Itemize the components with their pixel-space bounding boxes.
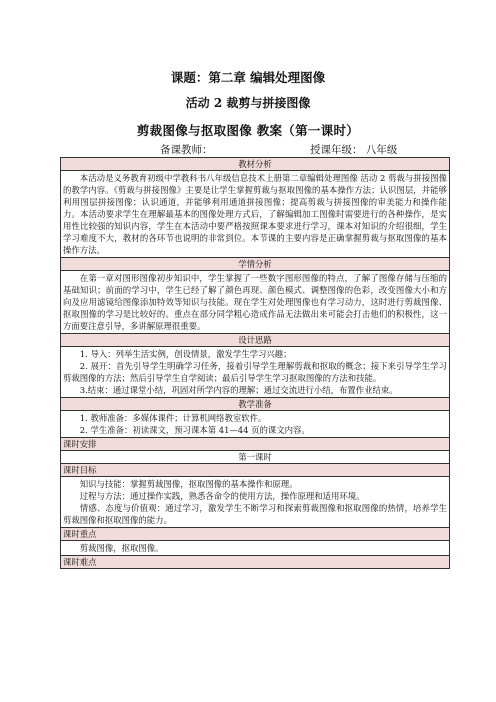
- lesson-plan-table: [60, 157, 450, 569]
- student-analysis-text: 在第一章对图形图像初步知识中，学生掌握了一些数字图形图像的特点，了解了图像存储与压缩的基础知识；前面的学习中，学生已经了解了颜色再现、颜色模式、调整图像的色彩，改变图像大小和方向及应用滤镜给图像添加特效等知识与技能。现在学生对处理图像也有学习动力，这时进行剪裁图像、抠取图像的学习是比较好的。重点在部分同学粗心造成作品无法做出来可能会打击他们的积极性，这一方面要注意引导，多讲解原理很重要。: [63, 273, 447, 331]
- prep-body: [61, 411, 449, 438]
- design-item: 3.结束：通过课堂小结，巩固对所学内容的理解；通过交流进行小结，布置作业结束。: [79, 385, 398, 395]
- material-analysis-body: [61, 171, 449, 258]
- material-analysis-text: 本活动是义务教育初级中学教科书八年级信息技术上册第二章编辑处理图像 活动 2 剪裁与拼接图像的教学内容。《剪裁与拼接图像》主要是让学生掌握剪裁与抠取图像的基本操作方法；认识图层，并能够利用图层拼接图像；认识通道，并能够利用通道拼接图像；提高剪裁与拼接图像的审美能力和操作能力。本活动要求学生在理解最基本的图像处理方式后，了解编辑加工图像时需要进行的各种操作，是实用性比较强的知识内容，学生在本活动中要严格按照课本要求进行学习，课本对知识的介绍很细，学生学习难度不大，教材的各环节也说明的非常到位。本节课的主要内容是正确掌握剪裁与抠取图像的基本操作方法。: [63, 173, 447, 255]
- key-points-body: [61, 541, 449, 556]
- goals-body: [61, 477, 449, 528]
- prep-header: 教学准备: [61, 398, 449, 411]
- material-analysis-header: 教材分析: [61, 158, 449, 171]
- key-points-text: 剪裁图像，抠取图像。: [79, 543, 164, 553]
- student-analysis-header: 学情分析: [61, 258, 449, 271]
- topic-title: 课题：第二章 编辑处理图像: [170, 70, 326, 85]
- design-body: [61, 347, 449, 398]
- design-header: 设计思路: [61, 334, 449, 347]
- design-item: 1. 导入：列举生活实例，创设情景，激发学生学习兴趣；: [79, 349, 292, 359]
- student-analysis-body: [61, 271, 449, 334]
- schedule-value: 第一课时: [61, 451, 449, 464]
- goal-item: 过程与方法：通过操作实践，熟悉各命令的使用方法，操作原理和适用环境。: [79, 491, 365, 501]
- difficulty-header: 课时难点: [61, 556, 449, 568]
- grade-label: 授课年级： 八年级: [310, 144, 398, 156]
- goal-item: 情感、态度与价值观：通过学习，激发学生不断学习和探索剪裁图像和抠取图像的热情，培养学生剪裁图像和抠取图像的能力。: [63, 503, 447, 525]
- activity-title: 活动 2 裁剪与拼接图像: [185, 96, 311, 110]
- goal-item: 知识与技能：掌握剪裁图像，抠取图像的基本操作和原理。: [79, 479, 298, 489]
- teacher-label: 备课教师：: [160, 144, 213, 156]
- prep-item: 1. 教师准备：多媒体课件；计算机网络教室软件。: [79, 413, 267, 423]
- key-points-header: 课时重点: [61, 528, 449, 541]
- goals-header: 课时目标: [61, 464, 449, 477]
- schedule-header: 课时安排: [61, 438, 449, 451]
- prep-item: 2. 学生准备：初读课文，预习课本第 41—44 页的课文内容。: [79, 425, 310, 435]
- lesson-title: 剪裁图像与抠取图像 教案（第一课时）: [136, 123, 360, 138]
- design-item: 2. 展开：首先引导学生明确学习任务，接着引导学生理解剪裁和抠取的概念；接下来引导学生学习剪裁图像的方法；然后引导学生自学阅读；最后引导学生学习抠取图像的方法和技能。: [63, 361, 447, 383]
